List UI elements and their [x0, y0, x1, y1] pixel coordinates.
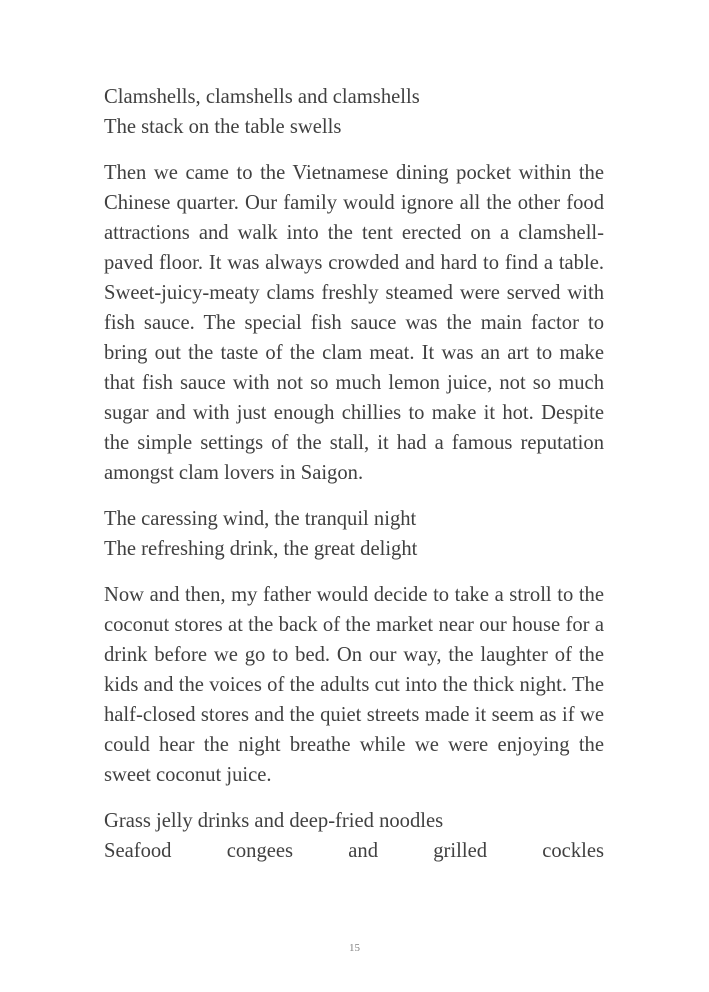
verse-night [104, 504, 604, 564]
verse-food [104, 806, 604, 866]
verse-line: The stack on the table swells [104, 116, 342, 138]
page-number: 15 [349, 942, 360, 954]
page-content [104, 82, 604, 882]
verse-line: The refreshing drink, the great delight [104, 538, 418, 560]
verse-line: Clamshells, clamshells and clamshells [104, 86, 420, 108]
verse-clamshells [104, 82, 604, 142]
paragraph-coconut-stores: Now and then, my father would decide to take a stroll to the coconut stores at the back of the market near our house for a drink before we go to bed. On our way, the laughter of the kids and the voices of the adults cut into the thick night. The half-closed stores and the quiet streets made it seem as if we could hear the night breathe while we were enjoying the sweet coconut juice. [104, 584, 604, 786]
verse-line: Grass jelly drinks and deep-fried noodles [104, 810, 444, 832]
paragraph-dining-pocket: Then we came to the Vietnamese dining pocket within the Chinese quarter. Our family would ignore all the other food attractions and walk into the tent erected on a clamshell-paved floor. It was always crowded and hard to find a table. Sweet-juicy-meaty clams freshly steamed were served with fish sauce. The special fish sauce was the main factor to bring out the taste of the clam meat. It was an art to make that fish sauce with not so much lemon juice, not so much sugar and with just enough chillies to make it hot. Despite the simple settings of the stall, it had a famous reputation amongst clam lovers in Saigon. [104, 162, 604, 484]
verse-line: Seafood congees and grilled cockles [104, 840, 604, 862]
verse-line: The caressing wind, the tranquil night [104, 508, 417, 530]
